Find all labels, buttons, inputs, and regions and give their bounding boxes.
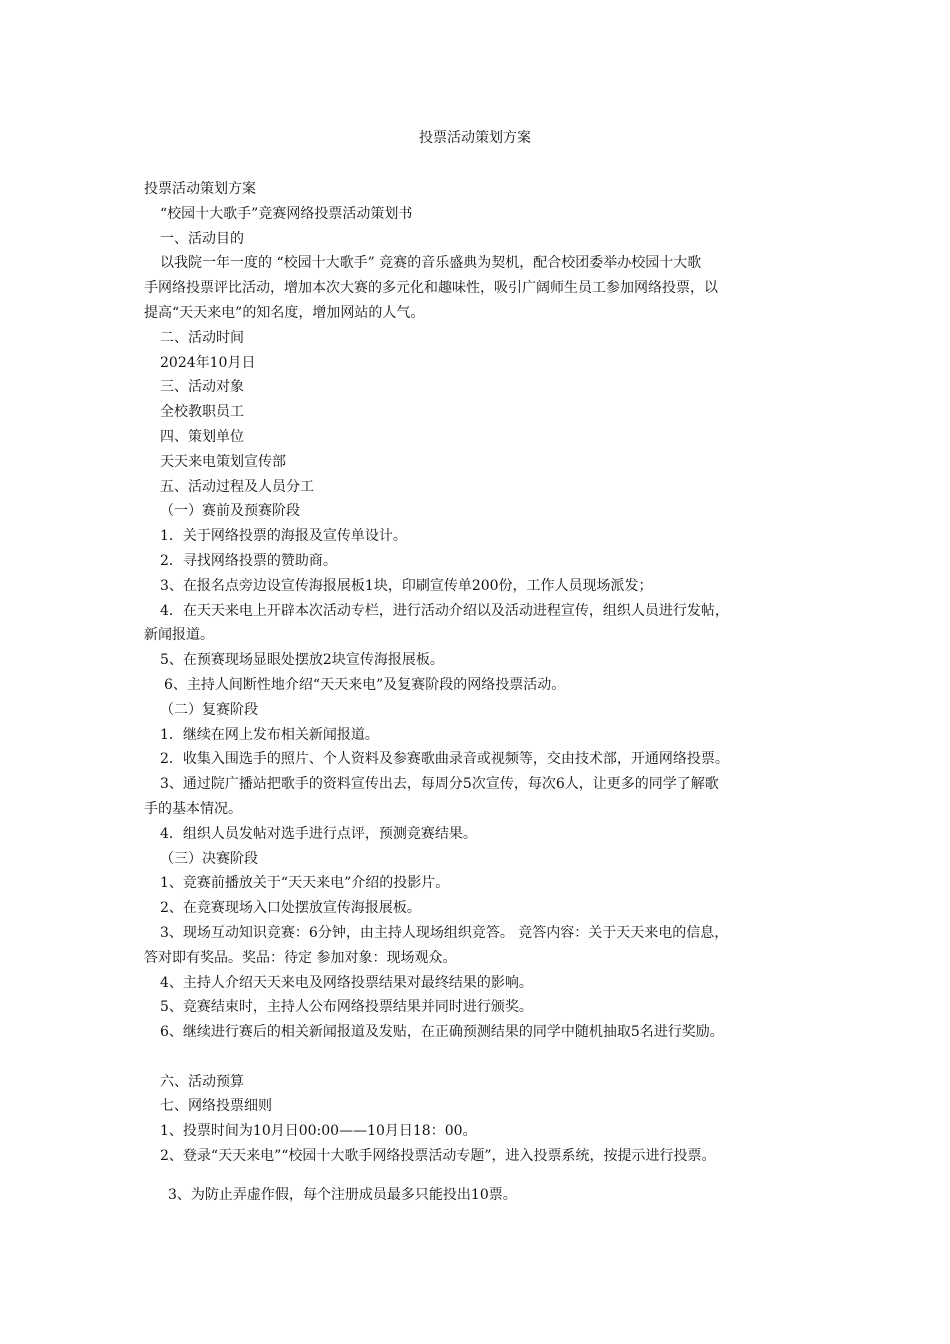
list-item: 1．关于网络投票的海报及宣传单设计。 xyxy=(160,528,407,545)
section-heading-3: 三、活动对象 xyxy=(160,379,244,396)
paragraph-line: 手网络投票评比活动，增加本次大赛的多元化和趣味性，吸引广阔师生员工参加网络投票，以 xyxy=(144,280,718,297)
list-item-continued: 手的基本情况。 xyxy=(144,800,242,817)
blank-line xyxy=(144,1045,824,1070)
list-item: 2、在竞赛现场入口处摆放宣传海报展板。 xyxy=(160,900,421,917)
section-heading-2: 二、活动时间 xyxy=(160,329,244,346)
list-item-continued: 新闻报道。 xyxy=(144,627,214,644)
section-heading-7: 七、网络投票细则 xyxy=(160,1098,272,1115)
paragraph-line: 天天来电策划宣传部 xyxy=(160,453,286,470)
list-item: 2、登录“天天来电”“校园十大歌手网络投票活动专题”，进入投票系统，按提示进行投票。 xyxy=(160,1148,716,1165)
list-item: 4、主持人介绍天天来电及网络投票结果对最终结果的影响。 xyxy=(160,974,533,991)
paragraph-line: 提高“天天来电”的知名度，增加网站的人气。 xyxy=(144,304,425,321)
list-item: 2．收集入围选手的照片、个人资料及参赛歌曲录音或视频等，交由技术部，开通网络投票。 xyxy=(160,751,729,768)
blank-line xyxy=(144,1169,824,1183)
section-heading-1: 一、活动目的 xyxy=(160,230,244,247)
list-item: 3、在报名点旁边设宣传海报展板1块，印刷宣传单200份，工作人员现场派发； xyxy=(160,577,653,594)
list-item: 3、通过院广播站把歌手的资料宣传出去，每周分5次宣传，每次6人，让更多的同学了解歌 xyxy=(160,776,719,793)
paragraph-line: 2024年10月日 xyxy=(160,354,256,371)
list-item: 3、现场互动知识竞赛：6分钟，由主持人现场组织竞答。 竞答内容：关于天天来电的信息， xyxy=(160,924,729,941)
list-item: 4．组织人员发帖对选手进行点评，预测竞赛结果。 xyxy=(160,825,477,842)
list-item: 6、主持人间断性地介绍“天天来电”及复赛阶段的网络投票活动。 xyxy=(164,676,566,693)
list-item: 2．寻找网络投票的赞助商。 xyxy=(160,552,337,569)
body-heading: 投票活动策划方案 xyxy=(144,181,256,197)
paragraph-line: 以我院一年一度的 “校园十大歌手” 竞赛的音乐盛典为契机，配合校团委举办校园十大歌 xyxy=(160,255,702,272)
list-item: 5、在预赛现场显眼处摆放2块宣传海报展板。 xyxy=(160,652,444,669)
subtitle: “校园十大歌手”竞赛网络投票活动策划书 xyxy=(160,205,413,222)
section-heading-4: 四、策划单位 xyxy=(160,428,244,445)
list-item-continued: 答对即有奖品。奖品：待定 参加对象：现场观众。 xyxy=(144,949,457,966)
document-body xyxy=(144,177,824,1208)
list-item: 5、竞赛结束时，主持人公布网络投票结果并同时进行颁奖。 xyxy=(160,999,533,1016)
list-item: 4．在天天来电上开辟本次活动专栏，进行活动介绍以及活动进程宣传，组织人员进行发帖， xyxy=(160,602,729,619)
sub-heading: （一）赛前及预赛阶段 xyxy=(160,503,300,520)
paragraph-line: 全校教职员工 xyxy=(160,404,244,421)
list-item: 1、竞赛前播放关于“天天来电”介绍的投影片。 xyxy=(160,875,450,892)
section-heading-6: 六、活动预算 xyxy=(160,1073,244,1090)
sub-heading: （三）决赛阶段 xyxy=(160,850,258,867)
list-item: 1．继续在网上发布相关新闻报道。 xyxy=(160,726,379,743)
document-title: 投票活动策划方案 xyxy=(419,130,531,146)
sub-heading: （二）复赛阶段 xyxy=(160,701,258,718)
section-heading-5: 五、活动过程及人员分工 xyxy=(160,478,314,495)
list-item: 1、投票时间为10月日00:00——10月日18：00。 xyxy=(160,1123,477,1140)
list-item: 6、继续进行赛后的相关新闻报道及发贴，在正确预测结果的同学中随机抽取5名进行奖励。 xyxy=(160,1024,724,1041)
list-item: 3、为防止弄虚作假，每个注册成员最多只能投出10票。 xyxy=(168,1186,517,1203)
